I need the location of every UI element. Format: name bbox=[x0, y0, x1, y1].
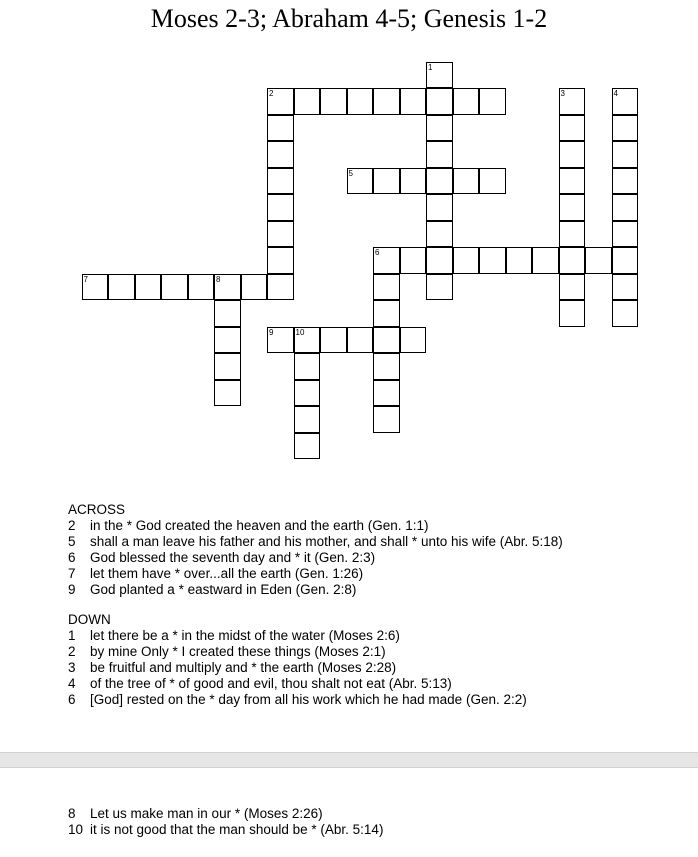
grid-cell[interactable] bbox=[294, 88, 321, 115]
clue-item bbox=[68, 660, 563, 676]
grid-cell[interactable] bbox=[82, 274, 109, 301]
clue-item bbox=[68, 644, 563, 660]
clue-item-text: Let us make man in our * (Moses 2:26) bbox=[90, 806, 323, 821]
clue-item bbox=[68, 628, 563, 644]
grid-cell[interactable] bbox=[559, 300, 586, 327]
clue-item bbox=[68, 518, 563, 534]
across-heading: ACROSS bbox=[68, 502, 126, 517]
clue-item-number: 4 bbox=[68, 676, 76, 691]
clue-item-number: 10 bbox=[68, 822, 84, 837]
grid-cell[interactable] bbox=[214, 327, 241, 354]
page-break-divider bbox=[0, 752, 698, 768]
grid-cell[interactable] bbox=[161, 274, 188, 301]
grid-cell[interactable] bbox=[373, 380, 400, 407]
clue-number: 8 bbox=[216, 274, 221, 284]
clue-item-text: by mine Only * I created these things (Moses 2:1) bbox=[90, 644, 386, 659]
grid-cell[interactable] bbox=[267, 221, 294, 248]
grid-cell[interactable] bbox=[347, 327, 374, 354]
grid-cell[interactable] bbox=[585, 247, 612, 274]
grid-cell[interactable] bbox=[426, 88, 453, 115]
grid-cell[interactable] bbox=[559, 115, 586, 142]
grid-cell[interactable] bbox=[453, 247, 480, 274]
grid-cell[interactable] bbox=[294, 353, 321, 380]
grid-cell[interactable] bbox=[612, 141, 639, 168]
grid-cell[interactable] bbox=[612, 115, 639, 142]
grid-cell[interactable] bbox=[426, 194, 453, 221]
grid-cell[interactable] bbox=[612, 194, 639, 221]
clue-item-number: 6 bbox=[68, 550, 76, 565]
clue-number: 6 bbox=[375, 248, 380, 257]
grid-cell[interactable] bbox=[426, 168, 453, 195]
grid-cell[interactable] bbox=[453, 88, 480, 115]
grid-cell[interactable] bbox=[267, 168, 294, 195]
clue-number: 3 bbox=[560, 89, 565, 98]
grid-cell[interactable] bbox=[373, 168, 400, 195]
grid-cell[interactable] bbox=[400, 327, 427, 354]
grid-cell[interactable] bbox=[267, 141, 294, 168]
grid-cell[interactable] bbox=[559, 274, 586, 301]
grid-cell[interactable] bbox=[267, 274, 294, 301]
grid-cell[interactable] bbox=[479, 88, 506, 115]
clue-number: 1 bbox=[428, 62, 433, 72]
clue-item bbox=[68, 550, 563, 566]
grid-cell[interactable] bbox=[188, 274, 215, 301]
grid-cell[interactable] bbox=[612, 300, 639, 327]
clue-number: 9 bbox=[269, 327, 274, 337]
grid-cell[interactable] bbox=[135, 274, 162, 301]
grid-cell[interactable] bbox=[320, 88, 347, 115]
page-title: Moses 2-3; Abraham 4-5; Genesis 1-2 bbox=[150, 4, 548, 33]
clue-item-number: 8 bbox=[68, 806, 76, 821]
clue-item-text: of the tree of * of good and evil, thou shalt not eat (Abr. 5:13) bbox=[90, 676, 452, 691]
clue-item bbox=[68, 806, 383, 822]
grid-cell[interactable] bbox=[559, 141, 586, 168]
grid-cell[interactable] bbox=[294, 433, 321, 460]
grid-cell[interactable] bbox=[214, 380, 241, 407]
grid-cell[interactable] bbox=[612, 247, 639, 274]
clue-item-text: it is not good that the man should be * (Abr. 5:14) bbox=[90, 822, 384, 837]
grid-cell[interactable] bbox=[267, 88, 294, 115]
down-heading: DOWN bbox=[68, 612, 111, 627]
grid-cell[interactable] bbox=[559, 88, 586, 115]
grid-cell[interactable] bbox=[267, 194, 294, 221]
clue-item bbox=[68, 692, 563, 708]
grid-cell[interactable] bbox=[294, 327, 321, 354]
grid-cell[interactable] bbox=[267, 115, 294, 142]
clue-item-number: 1 bbox=[68, 628, 76, 643]
clue-item bbox=[68, 822, 383, 838]
grid-cell[interactable] bbox=[400, 88, 427, 115]
grid-cell[interactable] bbox=[559, 168, 586, 195]
grid-cell[interactable] bbox=[400, 168, 427, 195]
grid-cell[interactable] bbox=[559, 247, 586, 274]
grid-cell[interactable] bbox=[241, 274, 268, 301]
grid-cell[interactable] bbox=[479, 168, 506, 195]
grid-cell[interactable] bbox=[373, 274, 400, 301]
clue-item-number: 7 bbox=[68, 566, 76, 581]
clue-item bbox=[68, 676, 563, 692]
grid-cell[interactable] bbox=[612, 221, 639, 248]
clue-item-text: in the * God created the heaven and the earth (Gen. 1:1) bbox=[90, 518, 429, 533]
grid-cell[interactable] bbox=[532, 247, 559, 274]
clue-item-number: 5 bbox=[68, 534, 76, 549]
clue-item-number: 2 bbox=[68, 644, 76, 659]
grid-cell[interactable] bbox=[453, 168, 480, 195]
across-clue-list bbox=[68, 518, 563, 598]
grid-cell[interactable] bbox=[426, 274, 453, 301]
grid-cell[interactable] bbox=[214, 274, 241, 301]
grid-cell[interactable] bbox=[559, 194, 586, 221]
clue-item-text: God blessed the seventh day and * it (Gen. 2:3) bbox=[90, 550, 376, 565]
clue-number: 7 bbox=[83, 274, 88, 284]
grid-cell[interactable] bbox=[426, 115, 453, 142]
grid-cell[interactable] bbox=[108, 274, 135, 301]
clue-item-number: 9 bbox=[68, 582, 76, 597]
clue-number: 4 bbox=[613, 89, 618, 98]
grid-cell[interactable] bbox=[479, 247, 506, 274]
clue-number: 2 bbox=[269, 89, 274, 98]
grid-cell[interactable] bbox=[506, 247, 533, 274]
clue-item-text: let them have * over...all the earth (Gen. 1:26) bbox=[90, 566, 364, 581]
grid-cell[interactable] bbox=[612, 274, 639, 301]
clues-section bbox=[68, 502, 563, 708]
grid-cell[interactable] bbox=[373, 300, 400, 327]
grid-cell[interactable] bbox=[320, 327, 347, 354]
grid-cell[interactable] bbox=[214, 353, 241, 380]
clue-item bbox=[68, 582, 563, 598]
clue-item-number: 2 bbox=[68, 518, 76, 533]
grid-cell[interactable] bbox=[373, 327, 400, 354]
grid-cell[interactable] bbox=[373, 88, 400, 115]
grid-cell[interactable] bbox=[400, 247, 427, 274]
clue-item-text: [God] rested on the * day from all his work which he had made (Gen. 2:2) bbox=[90, 692, 527, 707]
clue-item-text: be fruitful and multiply and * the earth (Moses 2:28) bbox=[90, 660, 397, 675]
grid-cell[interactable] bbox=[612, 88, 639, 115]
clue-item-number: 3 bbox=[68, 660, 76, 675]
clue-number: 5 bbox=[348, 168, 353, 178]
clue-item bbox=[68, 534, 563, 550]
grid-cell[interactable] bbox=[294, 406, 321, 433]
grid-cell[interactable] bbox=[373, 247, 400, 274]
clue-item-number: 6 bbox=[68, 692, 76, 707]
grid-cell[interactable] bbox=[373, 353, 400, 380]
grid-cell[interactable] bbox=[559, 221, 586, 248]
grid-cell[interactable] bbox=[267, 247, 294, 274]
grid-cell[interactable] bbox=[373, 406, 400, 433]
grid-cell[interactable] bbox=[214, 300, 241, 327]
grid-cell[interactable] bbox=[426, 62, 453, 89]
clues-continued bbox=[68, 806, 383, 838]
grid-cell[interactable] bbox=[426, 141, 453, 168]
clue-item-text: let there be a * in the midst of the water (Moses 2:6) bbox=[90, 628, 400, 643]
clue-item-text: shall a man leave his father and his mother, and shall * unto his wife (Abr. 5:18) bbox=[90, 534, 563, 549]
down-clue-list-continued bbox=[68, 806, 383, 838]
grid-cell[interactable] bbox=[267, 327, 294, 354]
down-clue-list bbox=[68, 628, 563, 708]
grid-cell[interactable] bbox=[294, 380, 321, 407]
grid-cell[interactable] bbox=[347, 88, 374, 115]
grid-cell[interactable] bbox=[612, 168, 639, 195]
clue-item-text: God planted a * eastward in Eden (Gen. 2:8) bbox=[90, 582, 357, 597]
grid-cell[interactable] bbox=[426, 247, 453, 274]
grid-cell[interactable] bbox=[426, 221, 453, 248]
clue-item bbox=[68, 566, 563, 582]
clue-number: 10 bbox=[295, 327, 305, 337]
grid-cell[interactable] bbox=[347, 168, 374, 195]
